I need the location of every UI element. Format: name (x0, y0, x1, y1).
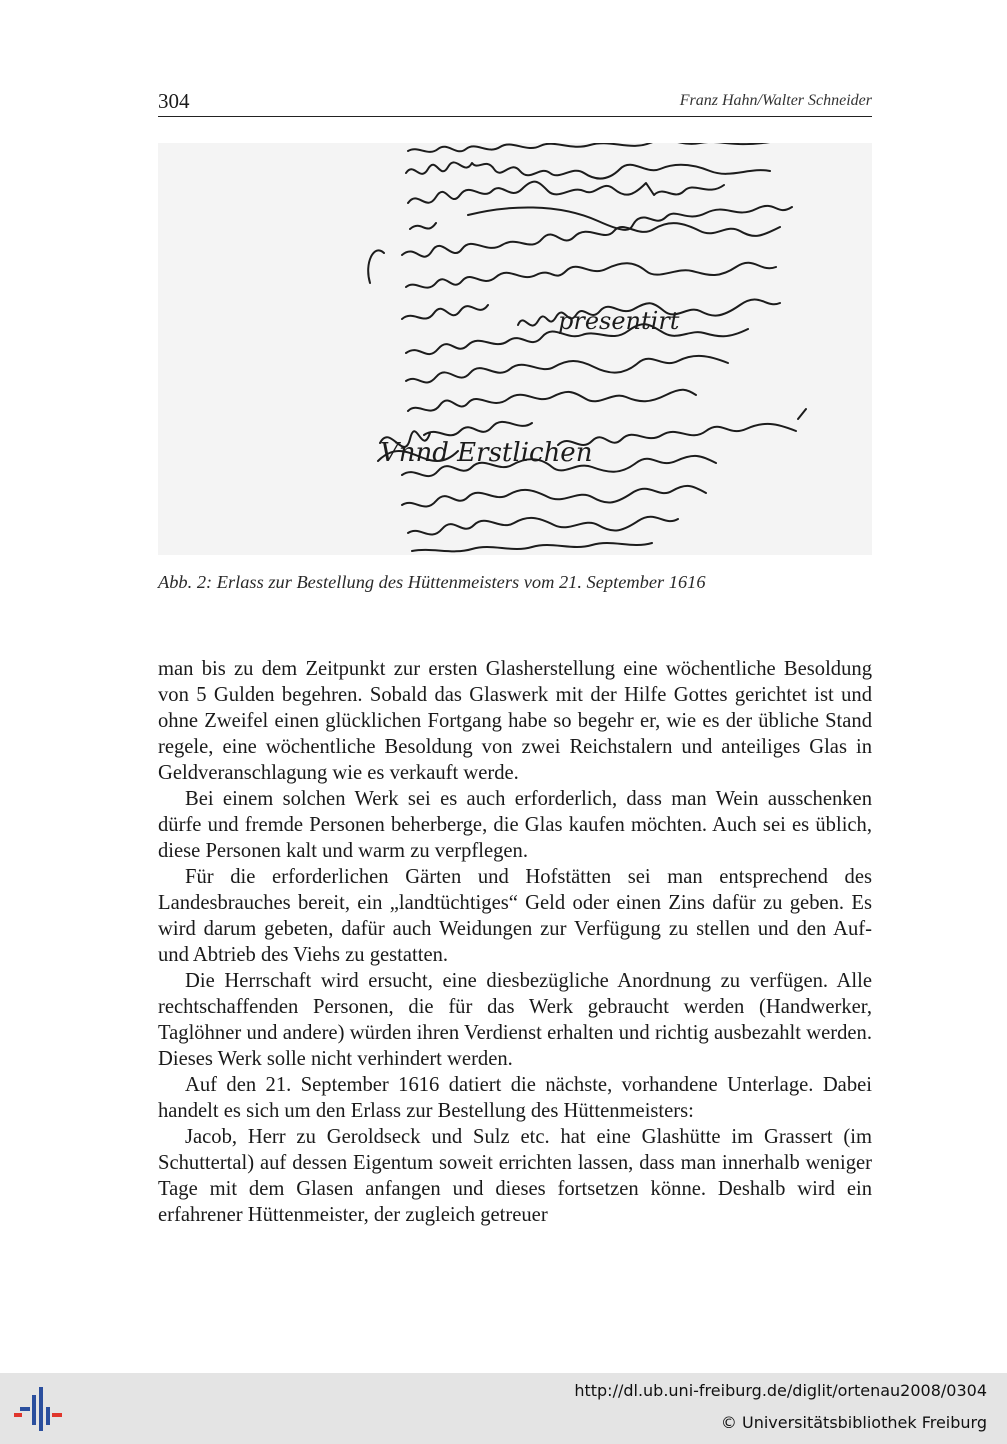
footer-url-link[interactable]: http://dl.ub.uni-freiburg.de/diglit/ortenau2008/0304 (574, 1381, 987, 1400)
script-line (406, 162, 770, 178)
body-paragraph: man bis zu dem Zeitpunkt zur ersten Glasherstellung eine wöchentliche Besoldung von 5 Gulden begehren. Sobald das Glaswerk mit der Hilfe Gottes gerichtet ist und ohne Zweifel einen glücklichen Fortgang habe so begehr er, wie es der übliche Stand regele, eine wöchentliche Besoldung von zwei Reichstalern und anteiliges Glas in Geldveranschlagung wie es verkauft werde. (158, 658, 872, 784)
script-line (402, 486, 706, 507)
manuscript-word-vnnd-erstlichen: Vnnd Erstlichen (380, 438, 593, 468)
script-line (408, 143, 770, 152)
header-rule (158, 116, 872, 117)
script-line (406, 263, 776, 288)
manuscript-word-presentirt: presentirt (558, 307, 680, 335)
handwritten-manuscript-image (158, 143, 872, 555)
running-head: Franz Hahn/Walter Schneider (679, 92, 872, 109)
ub-freiburg-logo-icon (14, 1387, 66, 1431)
script-line (408, 182, 724, 203)
body-paragraph: Auf den 21. September 1616 datiert die nächste, vorhandene Unterlage. Dabei handelt es sich um den Erlass zur Bestellung des Hüttenmeisters: (158, 1074, 872, 1122)
body-paragraph: Bei einem solchen Werk sei es auch erforderlich, dass man Wein ausschenken dürfe und fremde Personen beherberge, die Glas kaufen möchten. Auch sei es üblich, diese Personen kalt und warm zu verpflegen. (158, 788, 872, 862)
page-number: 304 (158, 89, 190, 113)
script-line (412, 543, 652, 551)
body-paragraph: Die Herrschaft wird ersucht, eine diesbezügliche Anordnung zu verfügen. Alle rechtschaffenden Personen, die für das Werk gebraucht werden (Handwerker, Taglöhner und andere) würden ihren Verdienst erhalten und richtig ausbezahlt werden. Dieses Werk solle nicht verhindert werden. (158, 970, 872, 1070)
body-text (158, 656, 872, 1228)
script-line (408, 390, 806, 419)
figure-caption: Abb. 2: Erlass zur Bestellung des Hüttenmeisters vom 21. September 1616 (158, 572, 706, 592)
script-line (406, 356, 728, 383)
script-line (402, 223, 780, 257)
footer-copyright: © Universitätsbibliothek Freiburg (720, 1413, 987, 1432)
manuscript-figure (158, 143, 872, 555)
body-paragraph: Für die erforderlichen Gärten und Hofstätten sei man entsprechend des Landesbrauches bereit, ein „landtüchtiges“ Geld oder einen Zins dafür zu geben. Es wird darum gebeten, dafür auch Weidungen zur Verfügung zu stellen und den Auf- und Abtrieb des Viehs zu gestatten. (158, 866, 872, 966)
footer-bar (0, 1373, 1007, 1444)
body-paragraph: Jacob, Herr zu Geroldseck und Sulz etc. hat eine Glashütte im Grassert (im Schuttertal) auf dessen Eigentum soweit errichten lassen, dass man innerhalb weniger Tage mit dem Glasen anfangen und dieses fortsetzen könne. Deshalb wird ein erfahrener Hüttenmeister, der zugleich getreuer (158, 1126, 872, 1226)
script-line (408, 517, 678, 535)
script-flourish (368, 250, 458, 461)
script-line (410, 206, 792, 230)
